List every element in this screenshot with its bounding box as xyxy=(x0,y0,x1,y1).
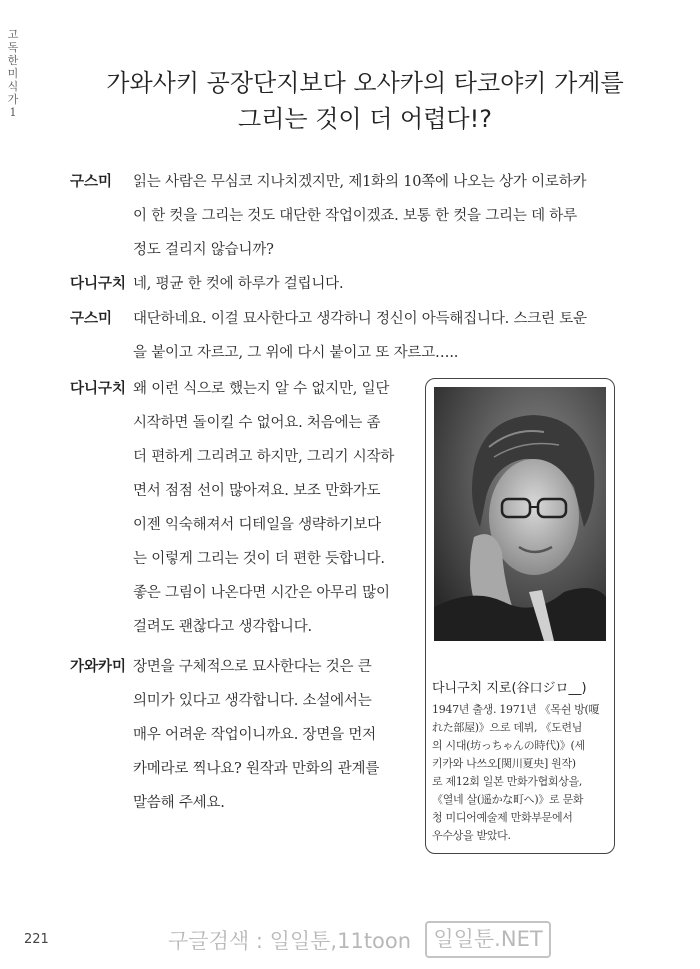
paragraph-line: 이 한 컷을 그리는 것도 대단한 작업이겠죠. 보통 한 컷을 그리는 데 하루 xyxy=(133,208,577,224)
photo-caption-name: 다니구치 지로(谷口ジロ__) xyxy=(432,681,587,696)
paragraph-line: 읽는 사람은 무심코 지나치겠지만, 제1화의 10쪽에 나오는 상가 이로하카 xyxy=(133,174,587,190)
paragraph-line: 카메라로 찍나요? 원작과 만화의 관계를 xyxy=(133,761,380,777)
speaker-label: 구스미 xyxy=(70,174,113,190)
speaker-label: 구스미 xyxy=(70,311,113,327)
watermark-text: 구글검색 : 일일툰,11toon xyxy=(168,929,412,953)
paragraph-line: 을 붙이고 자르고, 그 위에 다시 붙이고 또 자르고….. xyxy=(133,345,459,361)
paragraph-line: 장면을 구체적으로 묘사한다는 것은 큰 xyxy=(133,659,372,675)
paragraph-line: 좋은 그림이 나온다면 시간은 아무리 많이 xyxy=(133,585,390,601)
photo-caption-line: 1947년 출생. 1971년 《목쉰 방(嗄 xyxy=(432,703,600,716)
portrait-illustration xyxy=(434,387,606,641)
speaker-label: 가와카미 xyxy=(70,659,127,675)
paragraph-line: 네, 평균 한 컷에 하루가 걸립니다. xyxy=(133,276,344,292)
section-title-line2: 그리는 것이 더 어렵다!? xyxy=(238,105,492,133)
running-head-char: 고 xyxy=(7,28,19,41)
author-photo-box xyxy=(425,378,615,854)
running-head-char: 한 xyxy=(7,54,19,67)
speaker-label: 다니구치 xyxy=(70,381,127,397)
paragraph-line: 의미가 있다고 생각합니다. 소설에서는 xyxy=(133,693,372,709)
paragraph-line: 걸려도 괜찮다고 생각합니다. xyxy=(133,619,312,635)
running-head xyxy=(6,28,20,119)
paragraph-line: 더 편하게 그리려고 하지만, 그리기 시작하 xyxy=(133,449,395,465)
running-head-char: 독 xyxy=(7,41,19,54)
photo-caption-line: 《열네 살(遥かな町へ)》로 문화 xyxy=(432,793,584,806)
paragraph-line: 말씀해 주세요. xyxy=(133,795,225,811)
watermark-box: 일일툰.NET xyxy=(425,921,551,958)
section-title xyxy=(60,65,670,137)
running-head-char: 식 xyxy=(7,80,19,93)
photo-caption-line: 키카와 나쓰오[関川夏央] 원작) xyxy=(432,757,576,770)
paragraph-line: 면서 점점 선이 많아져요. 보조 만화가도 xyxy=(133,483,381,499)
photo-caption-line: 로 제12회 일본 만화가협회상을, xyxy=(432,775,583,788)
paragraph-line: 왜 이런 식으로 했는지 알 수 없지만, 일단 xyxy=(133,381,390,397)
photo-caption-line: れた部屋)》으로 데뷔, 《도련님 xyxy=(432,721,583,734)
paragraph-line: 매우 어려운 작업이니까요. 장면을 먼저 xyxy=(133,727,376,743)
paragraph-line: 정도 걸리지 않습니까? xyxy=(133,242,274,258)
photo-caption-line: 청 미디어예술제 만화부문에서 xyxy=(432,811,573,824)
speaker-label: 다니구치 xyxy=(70,276,127,292)
page-number: 221 xyxy=(24,932,49,947)
running-head-char: 1 xyxy=(9,106,17,119)
photo-caption-line: 우수상을 받았다. xyxy=(432,829,511,842)
paragraph-line: 시작하면 돌이킬 수 없어요. 처음에는 좀 xyxy=(133,415,381,431)
section-title-line1: 가와사키 공장단지보다 오사카의 타코야키 가게를 xyxy=(106,69,624,97)
paragraph-line: 대단하네요. 이걸 묘사한다고 생각하니 정신이 아득해집니다. 스크린 토운 xyxy=(133,311,587,327)
running-head-char: 가 xyxy=(7,93,19,106)
photo-caption-line: 의 시대(坊っちゃんの時代)》(세 xyxy=(432,739,585,752)
running-head-char: 미 xyxy=(7,67,19,80)
paragraph-line: 는 이렇게 그리는 것이 더 편한 듯합니다. xyxy=(133,551,385,567)
paragraph-line: 이젠 익숙해져서 디테일을 생략하기보다 xyxy=(133,517,381,533)
author-photo xyxy=(434,387,606,641)
